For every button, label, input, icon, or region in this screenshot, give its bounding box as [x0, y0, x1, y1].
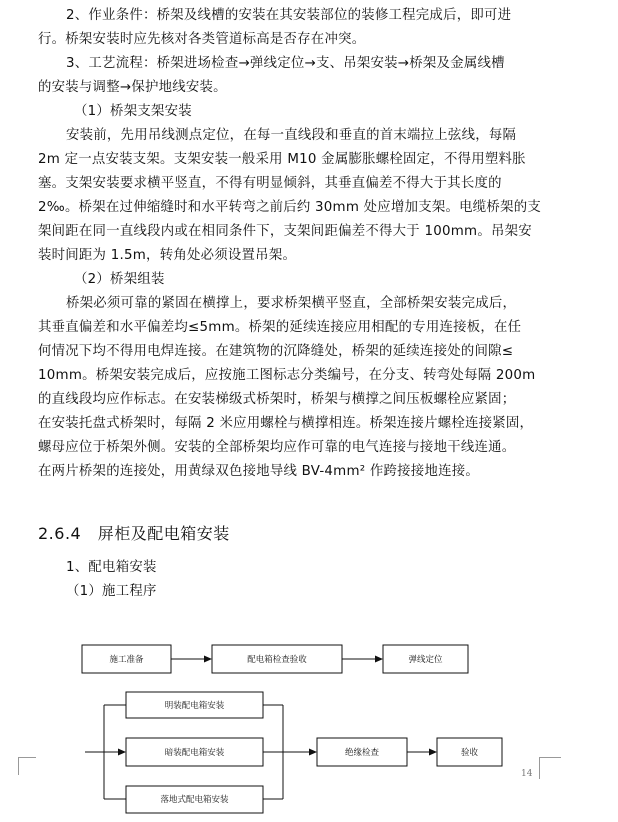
para-bracket-line5: 架间距在同一直线段内或在相同条件下，支架间距偏差不得大于 100mm。吊架安 — [38, 224, 532, 239]
flow-label-insulation-check: 绝缘检查 — [344, 748, 380, 758]
item-construction-procedure: （1）施工程序 — [66, 584, 157, 599]
flow-arrowhead — [204, 656, 212, 663]
crop-mark — [539, 757, 540, 779]
crop-mark — [539, 757, 561, 758]
flow-label-floor-standing: 落地式配电箱安装 — [160, 795, 229, 805]
para-assembly-line6: 在安装托盘式桥架时，每隔 2 米应用螺栓与横撑相连。桥架连接片螺栓连接紧固， — [38, 416, 534, 431]
flow-arrowhead — [118, 749, 126, 756]
para-process-flow-line2: 的安装与调整→保护地线安装。 — [38, 80, 227, 95]
crop-mark — [18, 757, 36, 758]
section-heading: 2.6.4 屏柜及配电箱安装 — [38, 524, 230, 543]
para-assembly-line7: 螺母应位于桥架外侧。安装的全部桥架均应作可靠的电气连接与接地干线连通。 — [38, 440, 516, 455]
flow-label-surface-mounted: 明装配电箱安装 — [164, 701, 225, 711]
para-assembly-line4: 10mm。桥架安装完成后，应按施工图标志分类编号，在分支、转弯处每隔 200m — [38, 368, 536, 383]
para-assembly-line2: 其垂直偏差和水平偏差均≤5mm。桥架的延续连接应用相配的专用连接板，在任 — [38, 320, 522, 335]
para-bracket-line6: 装时间距为 1.5m，转角处必须设置吊架。 — [38, 248, 297, 263]
flow-label-inspection: 配电箱检查验收 — [247, 655, 307, 665]
page-number: 14 — [521, 769, 533, 779]
para-work-conditions-line2: 行。桥架安装时应先核对各类管道标高是否存在冲突。 — [38, 32, 366, 47]
para-assembly-line1: 桥架必须可靠的紧固在横撑上，要求桥架横平竖直，全部桥架安装完成后， — [66, 296, 517, 311]
para-process-flow-line1: 3、工艺流程：桥架进场检查→弹线定位→支、吊架安装→桥架及金属线槽 — [66, 56, 505, 71]
para-bracket-line2: 2m 定一点安装支架。支架安装一般采用 M10 金属膨胀螺栓固定，不得用塑料胀 — [38, 152, 526, 167]
para-assembly-line3: 何情况下均不得用电焊连接。在建筑物的沉降缝处，桥架的延续连接处的间隙≤ — [38, 344, 514, 359]
flow-arrowhead — [375, 656, 383, 663]
flow-label-concealed: 暗装配电箱安装 — [164, 748, 225, 758]
item-distribution-box: 1、配电箱安装 — [66, 560, 157, 575]
flow-arrowhead — [429, 749, 437, 756]
flow-label-acceptance: 验收 — [460, 748, 479, 758]
para-work-conditions-line1: 2、作业条件：桥架及线槽的安装在其安装部位的装修工程完成后，即可进 — [66, 8, 512, 23]
subheading-bracket-install: （1）桥架支架安装 — [74, 104, 192, 119]
crop-mark — [18, 757, 19, 775]
flow-arrowhead — [309, 749, 317, 756]
flow-label-positioning: 弹线定位 — [408, 655, 443, 665]
para-assembly-line8: 在两片桥架的连接处，用黄绿双色接地导线 BV-4mm² 作跨接接地连接。 — [38, 464, 480, 479]
para-assembly-line5: 的直线段均应作标志。在安装梯级式桥架时，桥架与横撑之间压板螺栓应紧固； — [38, 392, 516, 407]
para-bracket-line4: 2‰。桥架在过伸缩缝时和水平转弯之前后约 30mm 处应增加支架。电缆桥架的支 — [38, 200, 541, 215]
flow-label-preparation: 施工准备 — [109, 655, 144, 665]
para-bracket-line3: 塞。支架安装要求横平竖直，不得有明显倾斜，其垂直偏差不得大于其长度的 — [38, 176, 502, 191]
para-bracket-line1: 安装前，先用吊线测点定位，在每一直线段和垂直的首末端拉上弦线，每隔 — [66, 128, 517, 143]
subheading-tray-assembly: （2）桥架组装 — [74, 272, 165, 287]
